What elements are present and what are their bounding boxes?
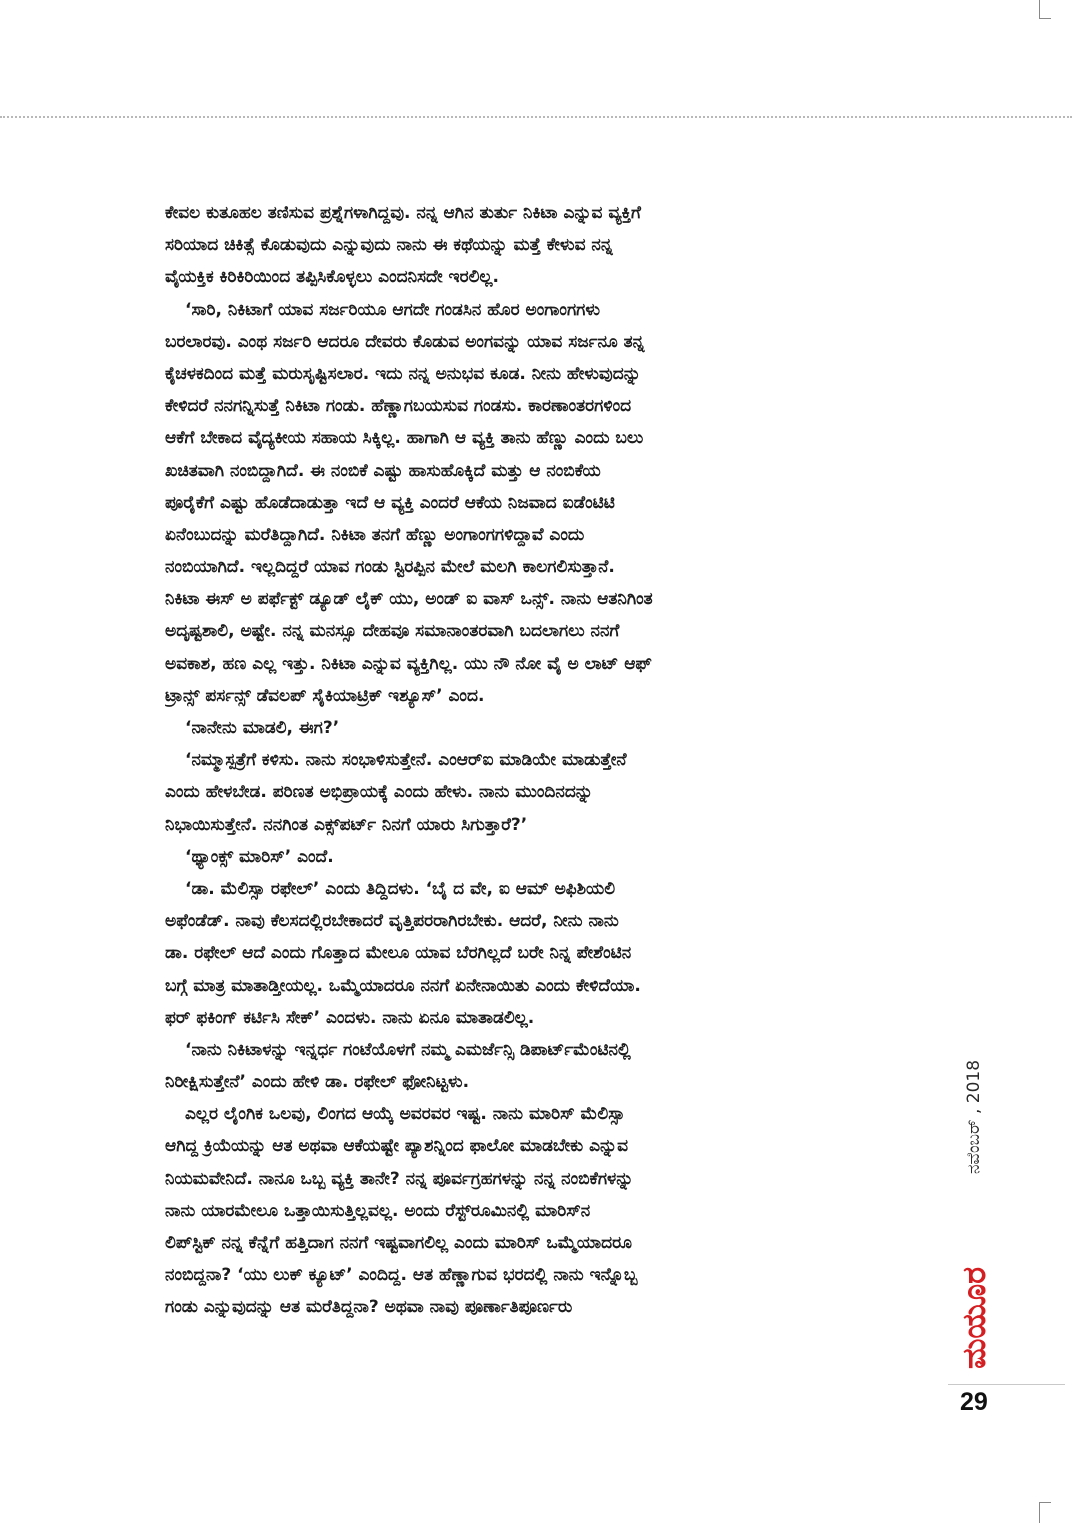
text-line: ನಂಬಿಯಾಗಿದೆ. ಇಲ್ಲದಿದ್ದರೆ ಯಾವ ಗಂಡು ಸ್ಟಿರಪ್ಪಿನ ಮೇಲೆ ಮಲಗಿ ಕಾಲಗಲಿಸುತ್ತಾನೆ. [165, 557, 615, 578]
text-line: ಕೇಳಿದರೆ ನನಗನ್ನಿಸುತ್ತೆ ನಿಕಿಟಾ ಗಂಡು. ಹೆಣ್ಣಾಗಬಯಸುವ ಗಂಡಸು. ಕಾರಣಾಂತರಗಳಿಂದ [165, 396, 632, 417]
text-line: ನಿಭಾಯಿಸುತ್ತೇನೆ. ನನಗಿಂತ ಎಕ್ಸ್‌ಪರ್ಟ್ ನಿನಗೆ ಯಾರು ಸಿಗುತ್ತಾರೆ?’ [165, 814, 528, 835]
text-line: ‘ಡಾ. ಮೆಲಿಸ್ಸಾ ರಫೇಲ್’ ಎಂದು ತಿದ್ದಿದಳು. ‘ಬೈ ದ ವೇ, ಐ ಆಮ್ ಅಫಿಶಿಯಲಿ [185, 878, 616, 899]
text-line: ನಿಯಮವೇನಿದೆ. ನಾನೂ ಒಬ್ಬ ವ್ಯಕ್ತಿ ತಾನೇ? ನನ್ನ ಪೂರ್ವಗ್ರಹಗಳನ್ನು ನನ್ನ ನಂಬಿಕೆಗಳನ್ನು [165, 1168, 634, 1189]
text-line: ಅವಕಾಶ, ಹಣ ಎಲ್ಲ ಇತ್ತು. ನಿಕಿಟಾ ಎನ್ನುವ ವ್ಯಕ್ತಿಗಿಲ್ಲ. ಯು ನೌ ನೋ ವೈ ಅ ಲಾಟ್ ಆಫ್ [165, 653, 652, 674]
text-line: ಆಕೆಗೆ ಬೇಕಾದ ವೈದ್ಯಕೀಯ ಸಹಾಯ ಸಿಕ್ಕಿಲ್ಲ. ಹಾಗಾಗಿ ಆ ವ್ಯಕ್ತಿ ತಾನು ಹೆಣ್ಣು ಎಂದು ಬಲು [165, 428, 644, 449]
text-line: ಡಾ. ರಫೇಲ್ ಆದೆ ಎಂದು ಗೊತ್ತಾದ ಮೇಲೂ ಯಾವ ಬೆರಗಿಲ್ಲದೆ ಬರೇ ನಿನ್ನ ಪೇಶೆಂಟಿನ [165, 943, 632, 964]
text-line: ಬರಲಾರವು. ಎಂಥ ಸರ್ಜರಿ ಆದರೂ ದೇವರು ಕೊಡುವ ಅಂಗವನ್ನು ಯಾವ ಸರ್ಜನೂ ತನ್ನ [165, 331, 645, 352]
text-line: ಅದೃಷ್ಟಶಾಲಿ, ಅಷ್ಟೇ. ನನ್ನ ಮನಸ್ಸೂ ದೇಹವೂ ಸಮಾನಾಂತರವಾಗಿ ಬದಲಾಗಲು ನನಗೆ [165, 621, 620, 642]
magazine-sidebar [955, 1059, 996, 1375]
page-number: 29 [960, 1388, 988, 1416]
text-line: ‘ನಮ್ಮಾಸ್ಪತ್ರೆಗೆ ಕಳಿಸು. ನಾನು ಸಂಭಾಳಿಸುತ್ತೇನೆ. ಎಂಆರ್‌ಐ ಮಾಡಿಯೇ ಮಾಡುತ್ತೇನೆ [185, 750, 627, 771]
magazine-logo: ಮಯೂರ [955, 1266, 993, 1370]
text-line: ‘ನಾನೇನು ಮಾಡಲಿ, ಈಗ?’ [185, 718, 340, 738]
text-line: ಗಂಡು ಎನ್ನುವುದನ್ನು ಆತ ಮರೆತಿದ್ದನಾ? ಅಥವಾ ನಾವು ಪೂರ್ಣಾತಿಪೂರ್ಣರು [165, 1297, 573, 1318]
article-body [165, 197, 900, 1324]
text-line: ವೈಯಕ್ತಿಕ ಕಿರಿಕಿರಿಯಿಂದ ತಪ್ಪಿಸಿಕೊಳ್ಳಲು ಎಂದನಿಸದೇ ಇರಲಿಲ್ಲ. [165, 267, 499, 288]
text-line: ಕೈಚಳಕದಿಂದ ಮತ್ತೆ ಮರುಸೃಷ್ಟಿಸಲಾರ. ಇದು ನನ್ನ ಅನುಭವ ಕೂಡ. ನೀನು ಹೇಳುವುದನ್ನು [165, 363, 641, 384]
dotted-divider [0, 116, 1072, 118]
text-line: ನಿರೀಕ್ಷಿಸುತ್ತೇನೆ’ ಎಂದು ಹೇಳಿ ಡಾ. ರಫೇಲ್ ಫೋನಿಟ್ಟಳು. [165, 1072, 470, 1093]
folio-divider [948, 1384, 1065, 1385]
text-line: ಆಗಿದ್ದ ಕ್ರಿಯೆಯನ್ನು ಆತ ಅಥವಾ ಆಕೆಯಷ್ಟೇ ಪ್ಯಾಶನ್ನಿಂದ ಫಾಲೋ ಮಾಡಬೇಕು ಎನ್ನುವ [165, 1136, 629, 1157]
text-line: ‘ಥ್ಯಾಂಕ್ಸ್ ಮಾರಿಸ್’ ಎಂದೆ. [185, 846, 334, 867]
text-line: ನಿಕಿಟಾ ಈಸ್ ಅ ಪರ್ಫೆಕ್ಟ್ ಡ್ಯೂಡ್ ಲೈಕ್ ಯು, ಅಂಡ್ ಐ ವಾಸ್ ಒನ್ಸ್. ನಾನು ಆತನಿಗಿಂತ [165, 589, 653, 610]
crop-mark-top [1039, 0, 1051, 19]
text-line: ಫರ್ ಫಕಿಂಗ್ ಕರ್ಟಿಸಿ ಸೇಕ್’ ಎಂದಳು. ನಾನು ಏನೂ ಮಾತಾಡಲಿಲ್ಲ. [165, 1007, 535, 1028]
text-line: ನಾನು ಯಾರಮೇಲೂ ಒತ್ತಾಯಿಸುತ್ತಿಲ್ಲವಲ್ಲ. ಅಂದು ರೆಸ್ಟ್‌ರೂಮಿನಲ್ಲಿ ಮಾರಿಸ್‌ನ [165, 1200, 591, 1221]
text-line: ಲಿಪ್‌ಸ್ಟಿಕ್ ನನ್ನ ಕೆನ್ನೆಗೆ ಹತ್ತಿದಾಗ ನನಗೆ ಇಷ್ಟವಾಗಲಿಲ್ಲ ಎಂದು ಮಾರಿಸ್ ಒಮ್ಮೆಯಾದರೂ [165, 1233, 632, 1253]
text-line: ಪೂರೈಕೆಗೆ ಎಷ್ಟು ಹೊಡೆದಾಡುತ್ತಾ ಇದೆ ಆ ವ್ಯಕ್ತಿ ಎಂದರೆ ಆಕೆಯ ನಿಜವಾದ ಐಡೆಂಟಿಟಿ [165, 492, 615, 513]
text-line: ಅಫೆಂಡೆಡ್. ನಾವು ಕೆಲಸದಲ್ಲಿರಬೇಕಾದರೆ ವೃತ್ತಿಪರರಾಗಿರಬೇಕು. ಆದರೆ, ನೀನು ನಾನು [165, 911, 619, 932]
text-line: ಸರಿಯಾದ ಚಿಕಿತ್ಸೆ ಕೊಡುವುದು ಎನ್ನುವುದು ನಾನು ಈ ಕಥೆಯನ್ನು ಮತ್ತೆ ಕೇಳುವ ನನ್ನ [165, 235, 613, 256]
text-line: ಟ್ರಾನ್ಸ್ ಪರ್ಸನ್ಸ್ ಡೆವಲಪ್ ಸೈಕಿಯಾಟ್ರಿಕ್ ಇಶ್ಯೂಸ್’ ಎಂದ. [165, 685, 485, 706]
text-line: ಎಲ್ಲರ ಲೈಂಗಿಕ ಒಲವು, ಲಿಂಗದ ಆಯ್ಕೆ ಅವರವರ ಇಷ್ಟ. ನಾನು ಮಾರಿಸ್ ಮೆಲಿಸ್ಸಾ [185, 1104, 625, 1125]
text-line: ಖಚಿತವಾಗಿ ನಂಬಿದ್ದಾಗಿದೆ. ಈ ನಂಬಿಕೆ ಎಷ್ಟು ಹಾಸುಹೊಕ್ಕಿದೆ ಮತ್ತು ಆ ನಂಬಿಕೆಯ [165, 460, 601, 481]
text-line: ನಂಬಿದ್ದನಾ? ‘ಯು ಲುಕ್ ಕ್ಯೂಟ್’ ಎಂದಿದ್ದ. ಆತ ಹೆಣ್ಣಾಗುವ ಭರದಲ್ಲಿ ನಾನು ಇನ್ನೊಬ್ಬ [165, 1265, 638, 1286]
text-line: ಬಗ್ಗೆ ಮಾತ್ರ ಮಾತಾಡ್ತೀಯಲ್ಲ. ಒಮ್ಮೆಯಾದರೂ ನನಗೆ ಏನೇನಾಯಿತು ಎಂದು ಕೇಳಿದೆಯಾ. [165, 975, 641, 996]
text-line: ಏನೆಂಬುದನ್ನು ಮರೆತಿದ್ದಾಗಿದೆ. ನಿಕಿಟಾ ತನಗೆ ಹೆಣ್ಣು ಅಂಗಾಂಗಗಳಿದ್ದಾವೆ ಎಂದು [165, 524, 585, 545]
crop-mark-bottom [1039, 1502, 1051, 1523]
text-line: ಎಂದು ಹೇಳಬೇಡ. ಪರಿಣತ ಅಭಿಪ್ರಾಯಕ್ಕೆ ಎಂದು ಹೇಳು. ನಾನು ಮುಂದಿನದನ್ನು [165, 782, 593, 803]
text-line: ಕೇವಲ ಕುತೂಹಲ ತಣಿಸುವ ಪ್ರಶ್ನೆಗಳಾಗಿದ್ದವು. ನನ್ನ ಆಗಿನ ತುರ್ತು ನಿಕಿಟಾ ಎನ್ನುವ ವ್ಯಕ್ತಿಗೆ [165, 203, 641, 223]
text-line: ‘ನಾನು ನಿಕಿಟಾಳನ್ನು ಇನ್ನರ್ಧ ಗಂಟೆಯೊಳಗೆ ನಮ್ಮ ಎಮರ್ಜೆನ್ಸಿ ಡಿಪಾರ್ಟ್‌ಮೆಂಟಿನಲ್ಲಿ [185, 1039, 631, 1060]
text-line: ‘ಸಾರಿ, ನಿಕಿಟಾಗೆ ಯಾವ ಸರ್ಜರಿಯೂ ಆಗದೇ ಗಂಡಸಿನ ಹೊರ ಅಂಗಾಂಗಗಳು [185, 299, 600, 320]
issue-date: ನವೆಂಬರ್ , 2018 [964, 1059, 984, 1175]
